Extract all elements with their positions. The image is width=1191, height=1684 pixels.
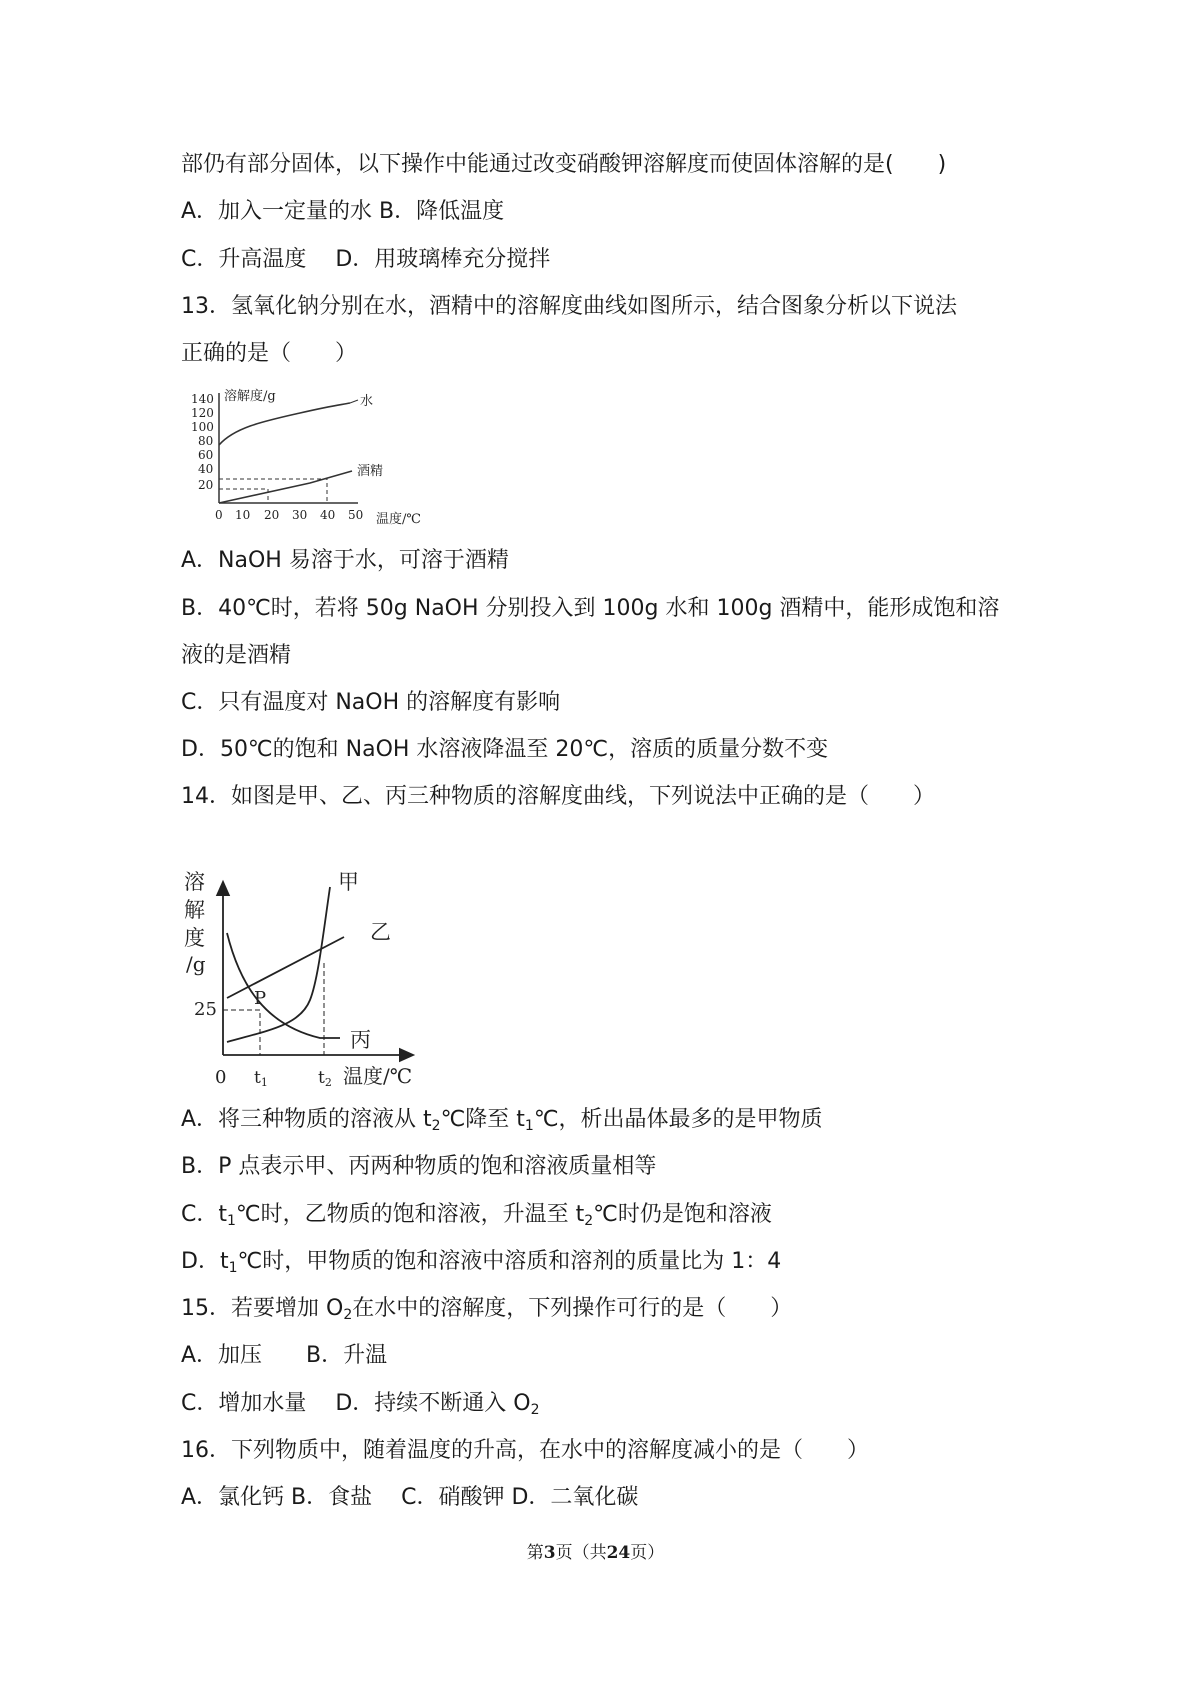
q14-option-b: B．P 点表示甲、丙两种物质的饱和溶液质量相等	[181, 1154, 657, 1179]
page-footer: 第3页（共24页）	[526, 1543, 665, 1563]
chart2-origin: 0	[215, 1067, 227, 1088]
chart2-xlabel: 温度/℃	[343, 1064, 413, 1088]
chart2-curve-yi	[227, 937, 344, 998]
q12-options-ab: A．加入一定量的水 B．降低温度	[181, 199, 505, 224]
q13-option-b: B．40℃时，若将 50g NaOH 分别投入到 100g 水和 100g 酒精中，能形成饱和溶	[181, 596, 1000, 621]
q12-options-cd: C．升高温度 D．用玻璃棒充分搅拌	[181, 247, 551, 272]
chart1-xlabel: 温度/℃	[376, 512, 421, 527]
chart1-ytick-100: 100	[191, 420, 214, 434]
chart1-ytick-60: 60	[198, 448, 214, 462]
chart1-label-alcohol: 酒精	[357, 464, 384, 479]
question-14-stem: 14．如图是甲、乙、丙三种物质的溶解度曲线，下列说法中正确的是（ ）	[181, 784, 935, 809]
q13-option-b-cont: 液的是酒精	[181, 643, 292, 668]
chart1-xtick-0: 0	[215, 508, 223, 522]
q14-option-a: A．将三种物质的溶液从 $t_2℃$降至 $t_1℃$，析出晶体最多的是甲物质	[181, 1107, 823, 1134]
chart1-curve-alcohol	[219, 471, 352, 503]
chart2-ylabel-char4: /g	[186, 952, 206, 976]
q14-option-d: D．$t_1℃$时，甲物质的饱和溶液中溶质和溶剂的质量比为 1：4	[181, 1249, 782, 1276]
question-13-stem-cont: 正确的是（ ）	[181, 341, 358, 366]
question-12-continuation: 部仍有部分固体，以下操作中能通过改变硝酸钾溶解度而使固体溶解的是( )	[181, 152, 947, 177]
chart1-xtick-30: 30	[292, 508, 308, 522]
q13-option-a: A．NaOH 易溶于水，可溶于酒精	[181, 548, 509, 573]
question-16-stem: 16．下列物质中，随着温度的升高，在水中的溶解度减小的是（ ）	[181, 1438, 869, 1463]
chart1-ytick-80: 80	[198, 434, 214, 448]
chart2-ylabel-char2: 解	[184, 898, 205, 922]
chart2-xtick-t1: t1	[254, 1068, 268, 1089]
question-15-stem: 15．若要增加 $O_2$在水中的溶解度，下列操作可行的是（ ）	[181, 1296, 793, 1323]
question-13-stem: 13．氢氧化钠分别在水，酒精中的溶解度曲线如图所示，结合图象分析以下说法	[181, 294, 957, 319]
chart2-point-p: P	[254, 988, 267, 1009]
chart1-ytick-120: 120	[191, 406, 214, 420]
q14-option-c: C．$t_1℃$时，乙物质的饱和溶液，升温至 $t_2℃$时仍是饱和溶液	[181, 1202, 772, 1229]
chart1-xtick-10: 10	[235, 508, 251, 522]
q13-option-d: D．50℃的饱和 NaOH 水溶液降温至 20℃，溶质的质量分数不变	[181, 737, 829, 762]
chart2-ylabel-char3: 度	[184, 926, 205, 950]
solubility-chart-naoh	[180, 385, 440, 530]
chart1-curve-water	[219, 403, 350, 445]
chart2-ylabel-char1: 溶	[184, 870, 205, 894]
chart2-ytick-25: 25	[194, 999, 217, 1020]
q15-options-ab: A．加压 B．升温	[181, 1343, 388, 1368]
chart1-xtick-40: 40	[320, 508, 336, 522]
chart1-xtick-50: 50	[348, 508, 364, 522]
chart2-guide-p	[223, 1010, 260, 1055]
chart1-leader-water	[350, 400, 358, 403]
chart1-ylabel: 溶解度/g	[224, 389, 276, 404]
chart2-label-bing: 丙	[350, 1028, 371, 1052]
chart1-xtick-20: 20	[264, 508, 280, 522]
solubility-chart-three-substances	[180, 865, 430, 1090]
chart1-ytick-140: 140	[191, 392, 214, 406]
chart1-ytick-20: 20	[198, 478, 214, 492]
chart1-ytick-40: 40	[198, 462, 214, 476]
chart1-label-water: 水	[360, 394, 374, 409]
q13-option-c: C．只有温度对 NaOH 的溶解度有影响	[181, 690, 561, 715]
chart2-label-jia: 甲	[338, 870, 359, 894]
chart2-label-yi: 乙	[370, 920, 391, 944]
q15-options-cd: C．增加水量 D．持续不断通入 $O_2$	[181, 1391, 540, 1418]
chart2-xtick-t2: t2	[318, 1068, 332, 1089]
q16-options: A．氯化钙 B．食盐 C．硝酸钾 D．二氧化碳	[181, 1485, 639, 1510]
